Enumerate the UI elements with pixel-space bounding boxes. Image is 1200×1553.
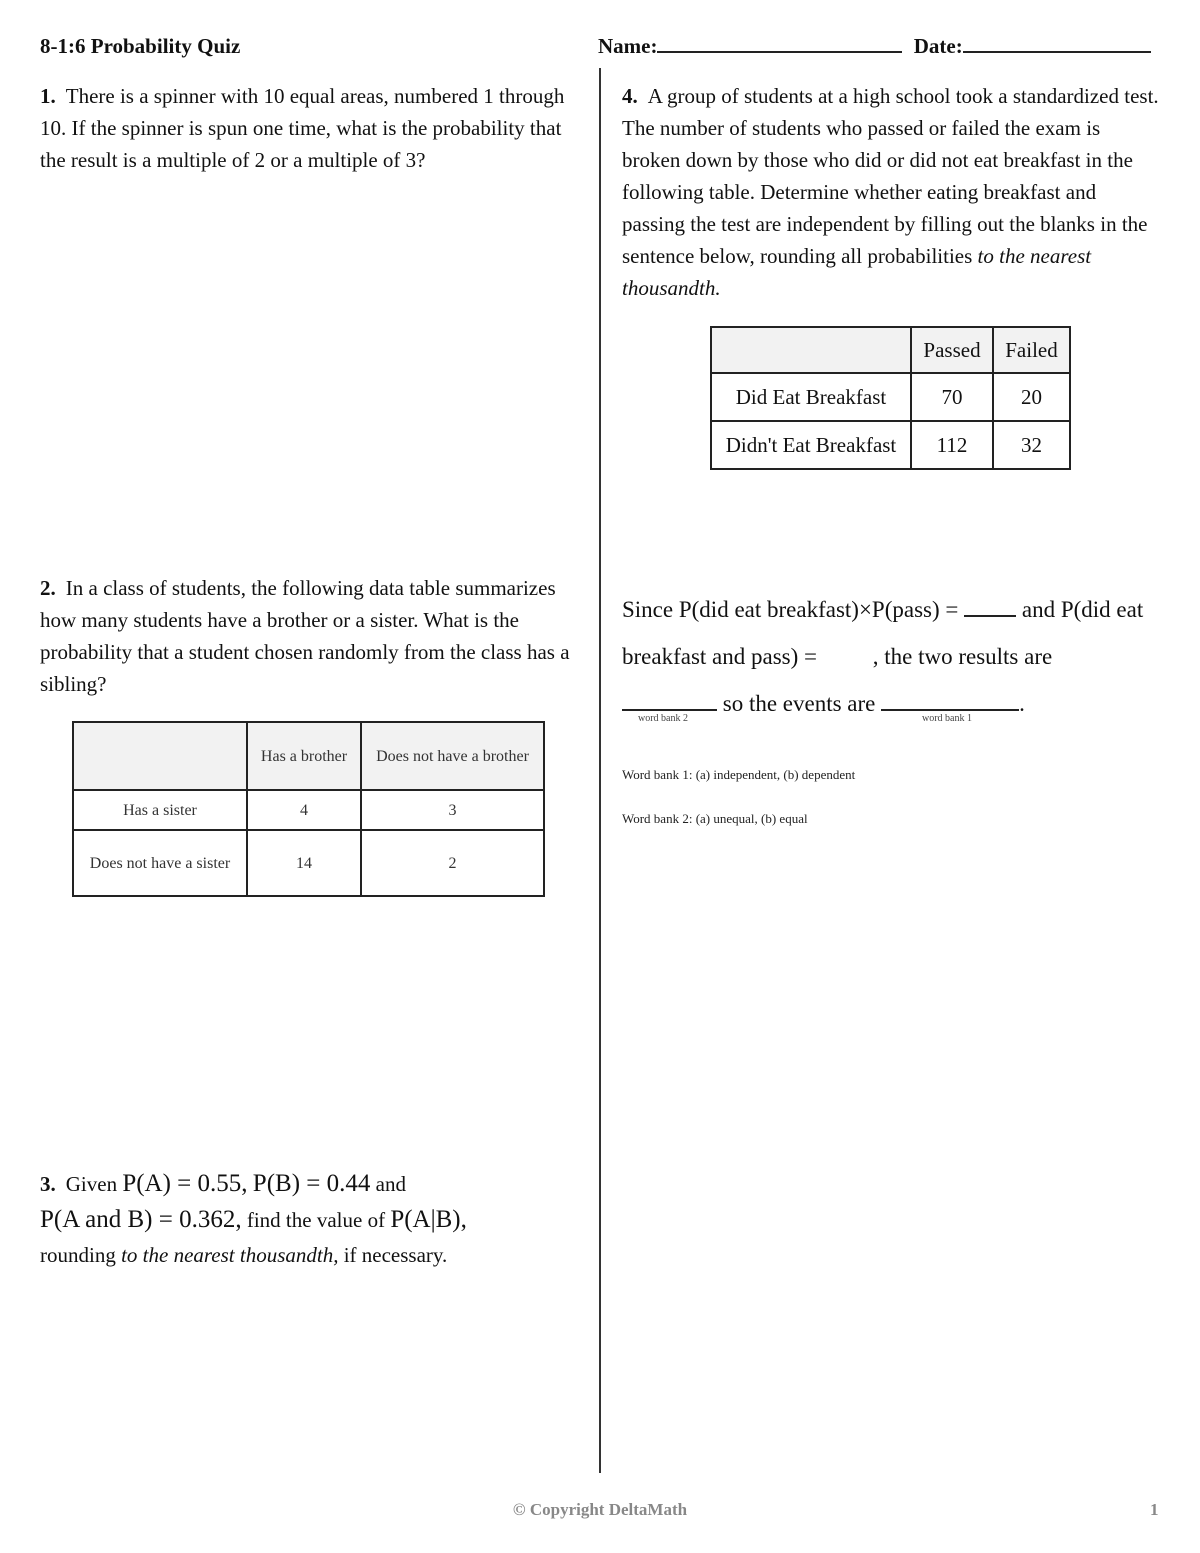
table-row	[73, 790, 544, 830]
if-necessary-text: if necessary.	[343, 1243, 448, 1267]
and-text: and	[375, 1172, 406, 1196]
fill-in-sentence	[622, 586, 1182, 727]
question-4	[622, 80, 1162, 304]
table-cell: 4	[247, 790, 361, 830]
prob-a-given-b: P(A|B),	[390, 1206, 467, 1233]
sentence-part: and P(did eat	[1021, 597, 1144, 622]
sentence-part: , the two results are	[872, 644, 1053, 669]
name-date-line	[598, 34, 1160, 59]
question-text-italic: to the nearest thousandth.	[622, 244, 1092, 300]
nearest-text: to the nearest thousandth,	[121, 1243, 339, 1267]
question-text: A group of students at a high school took a standardized test. The number of students who passed or failed the exam is broken down by those who did or did not eat breakfast in the following table. Determine whether eating breakfast and passing the test are independent by filling out the blanks in the sentence below, rounding all probabilities	[622, 84, 1159, 268]
row-header: Didn't Eat Breakfast	[711, 421, 911, 469]
name-blank[interactable]	[657, 37, 902, 53]
rounding-text: rounding	[40, 1243, 116, 1267]
question-3	[40, 1166, 585, 1273]
copyright-footer: © Copyright DeltaMath	[512, 1500, 688, 1519]
word-bank-2-hint: word bank 2	[638, 713, 688, 724]
sentence-part: Since P(did eat breakfast)×P(pass) =	[622, 597, 959, 622]
word-bank-1: Word bank 1: (a) independent, (b) dependent	[622, 767, 856, 782]
table-cell: 32	[993, 421, 1070, 469]
question-number: 1.	[40, 84, 56, 108]
col-header: Does not have a brother	[361, 722, 544, 790]
breakfast-table	[710, 326, 1071, 470]
question-text: There is a spinner with 10 equal areas, numbered 1 through 10. If the spinner is spun one time, what is the probability that the result is a multiple of 2 or a multiple of 3?	[40, 84, 565, 172]
row-header: Does not have a sister	[73, 830, 247, 896]
date-blank[interactable]	[963, 37, 1151, 53]
table-row	[711, 421, 1070, 469]
table-cell: 3	[361, 790, 544, 830]
joint-blank[interactable]	[823, 644, 873, 664]
table-cell: 14	[247, 830, 361, 896]
sentence-part: breakfast and pass) =	[622, 644, 817, 669]
prob-a-and-b: P(A and B) = 0.362,	[40, 1206, 242, 1233]
page-number: 1	[1150, 1500, 1159, 1519]
sentence-part: so the events are	[722, 691, 876, 716]
col-header: Failed	[993, 327, 1070, 373]
table-cell: 70	[911, 373, 993, 421]
question-1	[40, 80, 580, 176]
question-text: In a class of students, the following data table summarizes how many students have a brother or a sister. What is the probability that a student chosen randomly from the class has a sibling?	[40, 576, 570, 696]
sibling-table	[72, 721, 545, 897]
question-number: 2.	[40, 576, 56, 600]
name-label: Name:	[598, 34, 658, 58]
product-blank[interactable]	[964, 597, 1016, 617]
table-cell: 20	[993, 373, 1070, 421]
column-divider	[599, 68, 601, 1473]
given-text: Given	[65, 1172, 118, 1196]
table-cell: 2	[361, 830, 544, 896]
col-header: Has a brother	[247, 722, 361, 790]
question-number: 4.	[622, 84, 638, 108]
date-label: Date:	[913, 34, 963, 58]
table-corner	[73, 722, 247, 790]
question-number: 3.	[40, 1172, 56, 1196]
prob-b: P(B) = 0.44	[252, 1170, 371, 1197]
word-bank-1-hint: word bank 1	[922, 713, 972, 724]
table-row	[73, 830, 544, 896]
question-2	[40, 572, 580, 700]
row-header: Has a sister	[73, 790, 247, 830]
col-header: Passed	[911, 327, 993, 373]
word-bank-2: Word bank 2: (a) unequal, (b) equal	[622, 811, 808, 826]
row-header: Did Eat Breakfast	[711, 373, 911, 421]
word-bank-2-blank[interactable]	[622, 691, 717, 711]
table-cell: 112	[911, 421, 993, 469]
table-corner	[711, 327, 911, 373]
quiz-title: 8-1:6 Probability Quiz	[40, 34, 241, 58]
prob-a: P(A) = 0.55,	[122, 1170, 248, 1197]
table-row	[711, 373, 1070, 421]
sentence-part: .	[1019, 691, 1025, 716]
word-bank-1-blank[interactable]	[881, 691, 1019, 711]
find-text: find the value of	[246, 1208, 386, 1232]
